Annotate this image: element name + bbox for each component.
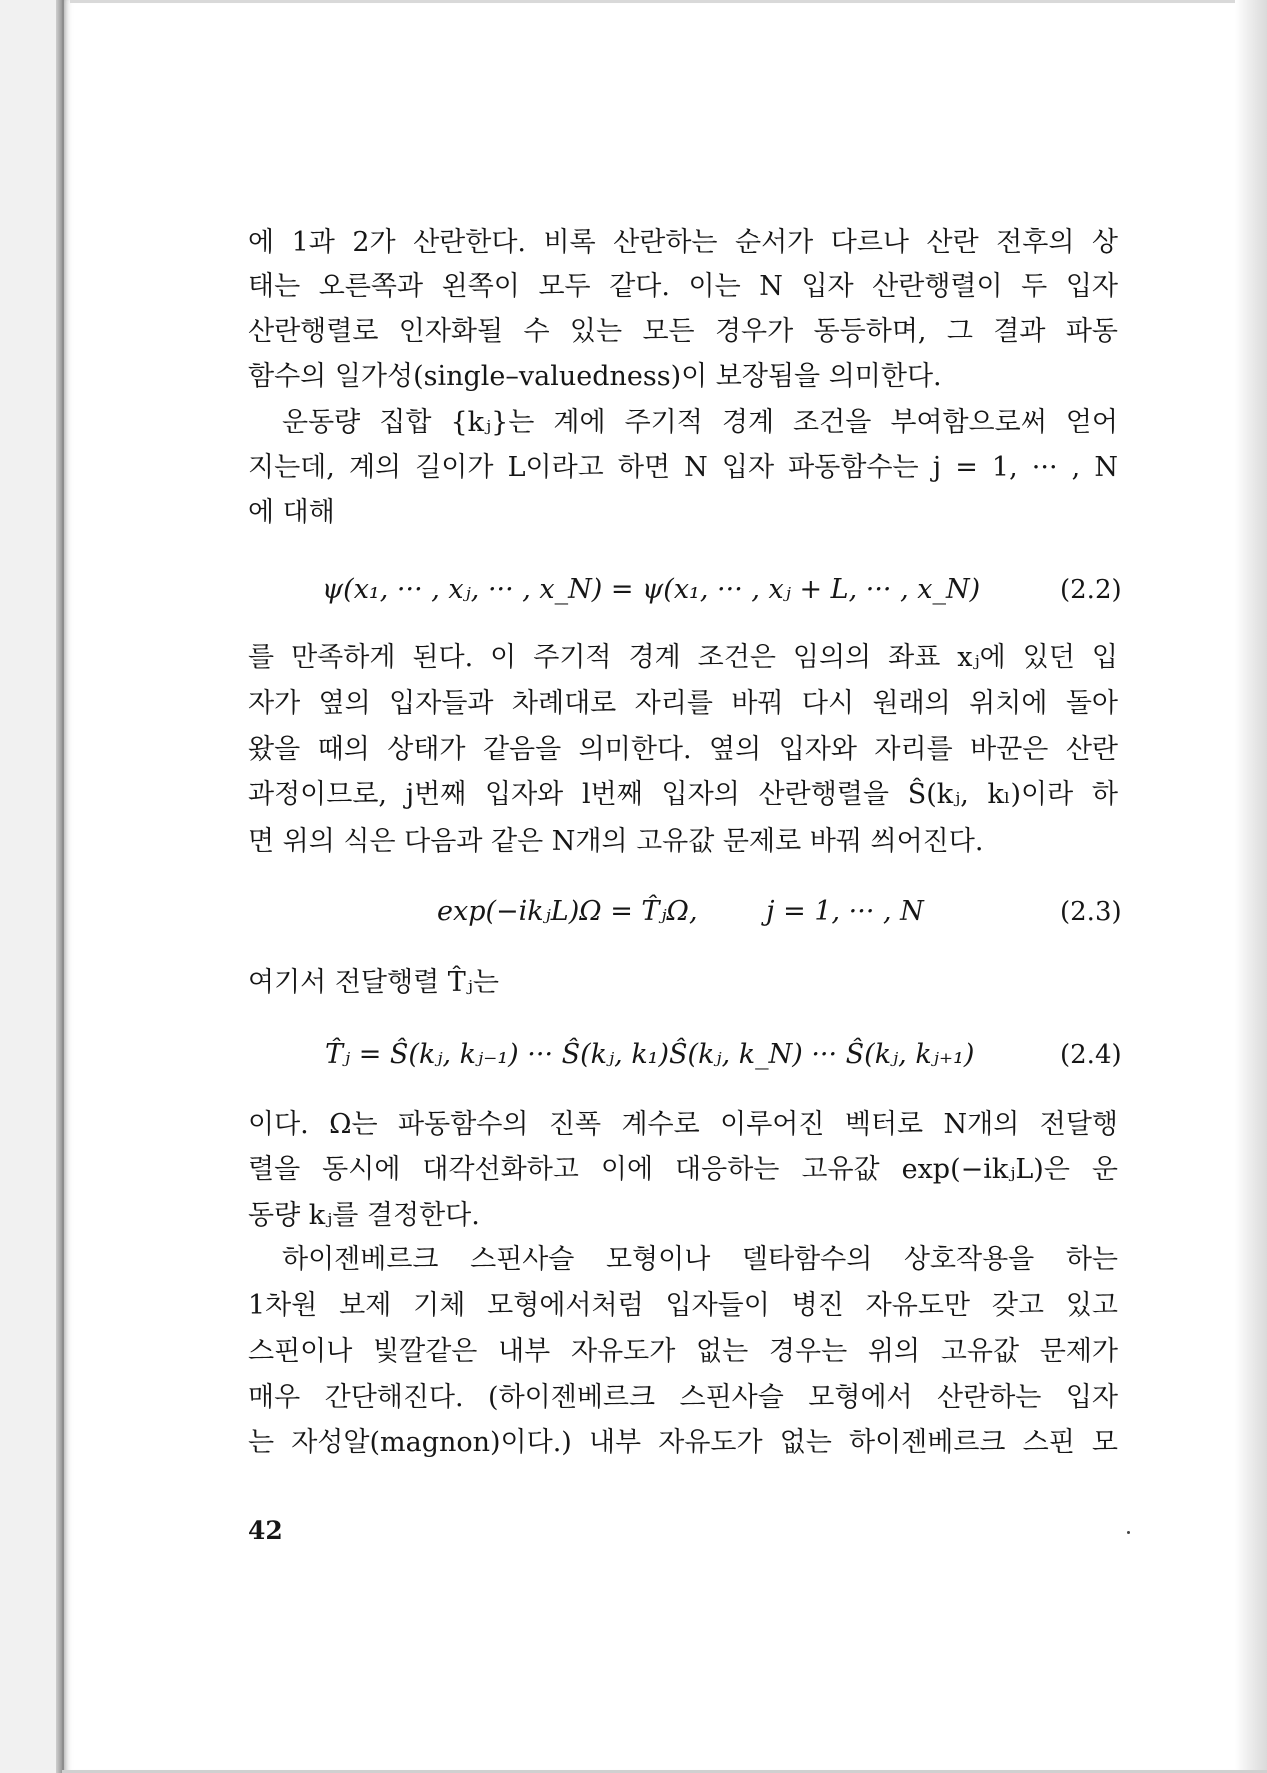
book-page bbox=[62, 0, 1259, 1773]
equation-2-4-expression: T̂ⱼ = Ŝ(kⱼ, kⱼ₋₁) ··· Ŝ(kⱼ, k₁)Ŝ(kⱼ, k_N) ··· Ŝ(kⱼ, kⱼ₊₁) bbox=[325, 1039, 975, 1070]
equation-2-3-expression: exp(−ikⱼL)Ω = T̂ⱼΩ, j = 1, ··· , N bbox=[437, 896, 924, 927]
equation-2-3-number: (2.3) bbox=[1060, 897, 1122, 927]
paragraph5-line-3: 동량 kⱼ를 결정한다. bbox=[248, 1200, 480, 1231]
paragraph1-line-3: 산란행렬로 인자화될 수 있는 모든 경우가 동등하며, 그 결과 파동 bbox=[248, 316, 1118, 347]
paragraph1-line-2: 태는 오른쪽과 왼쪽이 모두 같다. 이는 N 입자 산란행렬이 두 입자 bbox=[248, 271, 1118, 302]
equation-2-2-expression: ψ(x₁, ··· , xⱼ, ··· , x_N) = ψ(x₁, ··· , xⱼ + L, ··· , x_N) bbox=[322, 574, 981, 605]
paragraph6-line-5: 는 자성알(magnon)이다.) 내부 자유도가 없는 하이젠베르크 스핀 모 bbox=[248, 1427, 1118, 1458]
paragraph6-line-1: 하이젠베르크 스핀사슬 모형이나 델타함수의 상호작용을 하는 bbox=[282, 1244, 1118, 1275]
paragraph3-line-5: 면 위의 식은 다음과 같은 N개의 고유값 문제로 바꿔 씌어진다. bbox=[248, 826, 984, 857]
paragraph6-line-2: 1차원 보제 기체 모형에서처럼 입자들이 병진 자유도만 갖고 있고 bbox=[248, 1290, 1118, 1321]
paragraph3-line-3: 왔을 때의 상태가 같음을 의미한다. 옆의 입자와 자리를 바꾼은 산란 bbox=[248, 734, 1118, 765]
paragraph5-line-2: 렬을 동시에 대각선화하고 이에 대응하는 고유값 exp(−ikⱼL)은 운 bbox=[248, 1154, 1118, 1185]
paragraph4-line-1: 여기서 전달행렬 T̂ⱼ는 bbox=[248, 967, 499, 998]
paragraph3-line-1: 를 만족하게 된다. 이 주기적 경계 조건은 임의의 좌표 xⱼ에 있던 입 bbox=[248, 642, 1118, 673]
equation-2-2-number: (2.2) bbox=[1060, 575, 1122, 605]
paragraph5-line-1: 이다. Ω는 파동함수의 진폭 계수로 이루어진 벡터로 N개의 전달행 bbox=[248, 1109, 1118, 1140]
paragraph2-line-1: 운동량 집합 {kⱼ}는 계에 주기적 경계 조건을 부여함으로써 얻어 bbox=[282, 407, 1118, 438]
page-right-edge bbox=[1235, 0, 1267, 1773]
paragraph3-line-4: 과정이므로, j번째 입자와 l번째 입자의 산란행렬을 Ŝ(kⱼ, kₗ)이라 하 bbox=[248, 779, 1118, 810]
paragraph6-line-4: 매우 간단해진다. (하이젠베르크 스핀사슬 모형에서 산란하는 입자 bbox=[248, 1382, 1118, 1413]
paragraph2-line-2: 지는데, 계의 길이가 L이라고 하면 N 입자 파동함수는 j = 1, ··· , N bbox=[248, 452, 1118, 483]
paragraph1-line-4: 함수의 일가성(single–valuedness)이 보장됨을 의미한다. bbox=[248, 361, 942, 392]
paragraph1-line-1: 에 1과 2가 산란한다. 비록 산란하는 순서가 다르나 산란 전후의 상 bbox=[248, 227, 1118, 258]
page-number: 42 bbox=[248, 1516, 283, 1545]
paragraph3-line-2: 자가 옆의 입자들과 차례대로 자리를 바꿔 다시 원래의 위치에 돌아 bbox=[248, 688, 1118, 719]
speck-mark bbox=[1127, 1531, 1130, 1534]
paragraph2-line-3: 에 대해 bbox=[248, 497, 335, 528]
page-top-edge bbox=[70, 0, 1267, 3]
paragraph6-line-3: 스핀이나 빛깔같은 내부 자유도가 없는 경우는 위의 고유값 문제가 bbox=[248, 1336, 1118, 1367]
equation-2-4-number: (2.4) bbox=[1060, 1040, 1122, 1070]
